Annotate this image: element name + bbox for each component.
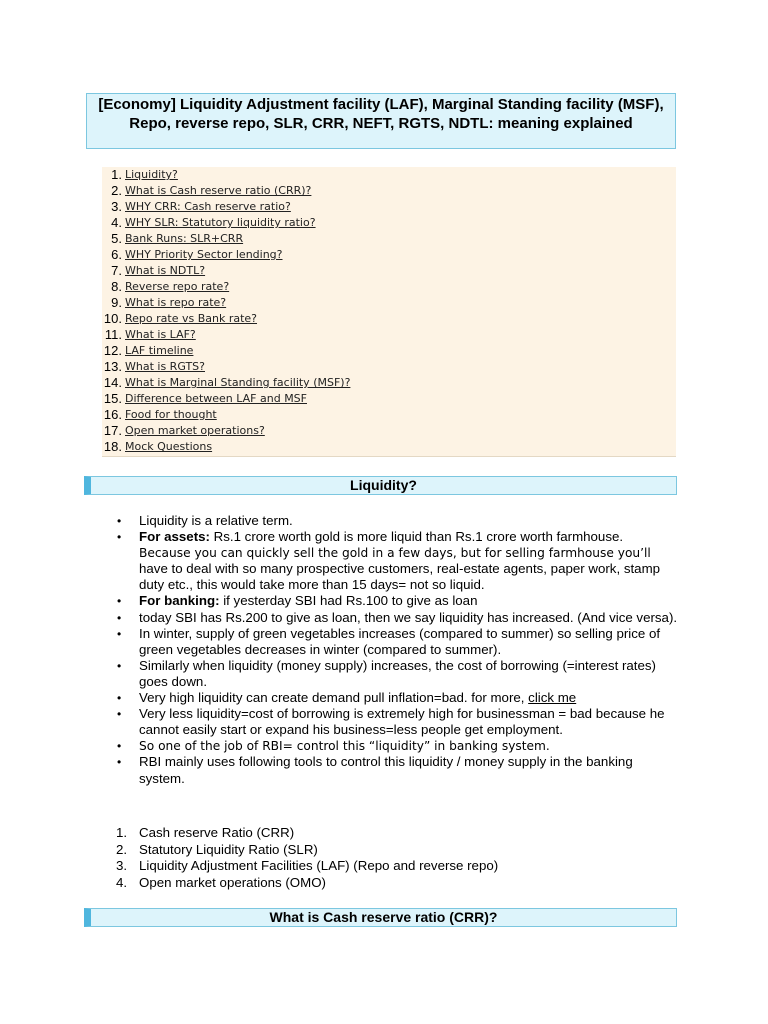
toc-link[interactable]: What is repo rate?: [125, 296, 227, 309]
bullet-text: today SBI has Rs.200 to give as loan, then we say liquidity has increased. (And vice versa).: [139, 609, 678, 625]
toc-link[interactable]: What is LAF?: [125, 328, 196, 341]
toc-link[interactable]: Difference between LAF and MSF: [125, 392, 307, 405]
bullet-text: In winter, supply of green vegetables increases (compared to summer) so selling price of green vegetables decreases in winter (compared to summer).: [139, 625, 661, 657]
toc-number: 12.: [103, 343, 122, 358]
liquidity-bullet-list: [139, 513, 679, 787]
click-me-link[interactable]: click me: [528, 690, 577, 706]
toc-link[interactable]: Liquidity?: [125, 168, 178, 181]
toc-number: 10.: [103, 311, 122, 326]
toc-link[interactable]: WHY SLR: Statutory liquidity ratio?: [125, 216, 316, 229]
toc-item: [102, 375, 676, 391]
bullet-text: Because you can quickly sell the gold in a few days, but for selling farmhouse you’ll: [139, 546, 651, 561]
toc-item: [102, 247, 676, 263]
list-number: 1.: [116, 825, 128, 840]
toc-number: 14.: [103, 375, 122, 390]
section-heading-text: Liquidity?: [350, 477, 417, 493]
bullet-text: Similarly when liquidity (money supply) increases, the cost of borrowing (=interest rates) goes down.: [139, 657, 656, 689]
toc-link[interactable]: Open market operations?: [125, 424, 265, 437]
toc-link[interactable]: What is RGTS?: [125, 360, 205, 373]
bullet-item: [139, 658, 679, 690]
bullet-item: [139, 690, 679, 706]
toc-link[interactable]: LAF timeline: [125, 344, 194, 357]
toc-number: 11.: [104, 327, 122, 342]
toc-link[interactable]: What is Cash reserve ratio (CRR)?: [125, 184, 312, 197]
toc-item: [102, 183, 676, 199]
toc-number: 8.: [111, 279, 122, 294]
bullet-text: Very less liquidity=cost of borrowing is extremely high for businessman = bad because he cannot easily start or expand his business=less people get employment.: [139, 706, 665, 738]
list-number: 4.: [116, 874, 128, 890]
list-item: [116, 825, 676, 842]
toc-item: [102, 231, 676, 247]
bullet-text: So one of the job of RBI= control this “liquidity” in banking system.: [139, 739, 550, 754]
toc-number: 3.: [111, 199, 122, 214]
bullet-item: [139, 626, 679, 658]
toc-item: [102, 407, 676, 423]
bullet-bold-label: For assets:: [139, 529, 210, 545]
list-text: Open market operations (OMO): [139, 874, 326, 890]
rbi-tools-list: [116, 825, 676, 891]
bullet-text: Liquidity is a relative term.: [139, 513, 293, 528]
toc-item: [102, 423, 676, 439]
toc-item: [102, 327, 676, 343]
list-item: [116, 858, 676, 875]
section-heading-liquidity: [84, 476, 677, 495]
toc-link[interactable]: Mock Questions: [125, 440, 213, 453]
bullet-item: [139, 593, 679, 609]
toc-number: 2.: [111, 183, 122, 198]
bullet-item: [139, 706, 679, 738]
bullet-text: Rs.1 crore worth gold is more liquid than Rs.1 crore worth farmhouse.: [209, 529, 624, 545]
list-number: 3.: [116, 858, 128, 873]
toc-number: 17.: [103, 423, 122, 438]
bullet-item: [139, 529, 679, 593]
table-of-contents: [102, 167, 676, 457]
toc-link[interactable]: What is NDTL?: [125, 264, 206, 277]
toc-number: 18.: [103, 439, 122, 454]
bullet-item: [139, 754, 679, 786]
toc-item: [102, 391, 676, 407]
toc-item: [102, 359, 676, 375]
bullet-text: Very high liquidity can create demand pull inflation=bad. for more,: [139, 690, 529, 706]
toc-number: 15.: [103, 391, 122, 406]
list-item: [116, 875, 676, 892]
toc-item: [102, 167, 676, 183]
bullet-text: if yesterday SBI had Rs.100 to give as loan: [219, 593, 478, 609]
toc-link[interactable]: What is Marginal Standing facility (MSF)?: [125, 376, 351, 389]
toc-link[interactable]: Repo rate vs Bank rate?: [125, 312, 258, 325]
toc-item: [102, 263, 676, 279]
toc-item: [102, 279, 676, 295]
toc-link[interactable]: Food for thought: [125, 408, 217, 421]
list-text: Cash reserve Ratio (CRR): [139, 825, 295, 840]
toc-item: [102, 295, 676, 311]
toc-item: [102, 215, 676, 231]
toc-number: 16.: [103, 407, 122, 422]
bullet-item: [139, 513, 679, 529]
section-heading-text: What is Cash reserve ratio (CRR)?: [269, 909, 498, 925]
toc-link[interactable]: Bank Runs: SLR+CRR: [125, 232, 244, 245]
bullet-item: [139, 610, 679, 626]
bullet-text: have to deal with so many prospective customers, real-estate agents, paper work, stamp duty etc., this would take more than 15 days= not so liquid.: [139, 561, 661, 593]
toc-item: [102, 199, 676, 215]
toc-number: 4.: [111, 215, 122, 230]
toc-number: 5.: [111, 231, 122, 246]
list-item: [116, 842, 676, 859]
toc-number: 9.: [111, 295, 122, 310]
toc-number: 6.: [111, 247, 122, 262]
toc-number: 13.: [103, 359, 122, 374]
bullet-item: [139, 738, 679, 754]
section-heading-crr: [84, 908, 677, 927]
list-text: Liquidity Adjustment Facilities (LAF) (Repo and reverse repo): [139, 858, 499, 873]
list-number: 2.: [116, 841, 128, 857]
toc-item: [102, 343, 676, 359]
toc-number: 7.: [111, 263, 122, 278]
bullet-bold-label: For banking:: [139, 593, 220, 609]
toc-link[interactable]: WHY Priority Sector lending?: [125, 248, 283, 261]
toc-item: [102, 439, 676, 455]
list-text: Statutory Liquidity Ratio (SLR): [139, 841, 318, 857]
page-title: [Economy] Liquidity Adjustment facility (LAF), Marginal Standing facility (MSF), Repo, reverse repo, SLR, CRR, NEFT, RGTS, NDTL: meaning explained: [98, 96, 664, 132]
page-title-box: [86, 93, 676, 149]
bullet-text: RBI mainly uses following tools to control this liquidity / money supply in the banking system.: [139, 754, 633, 786]
toc-link[interactable]: WHY CRR: Cash reserve ratio?: [125, 200, 291, 213]
toc-number: 1.: [111, 167, 122, 182]
toc-item: [102, 311, 676, 327]
toc-link[interactable]: Reverse repo rate?: [125, 280, 230, 293]
